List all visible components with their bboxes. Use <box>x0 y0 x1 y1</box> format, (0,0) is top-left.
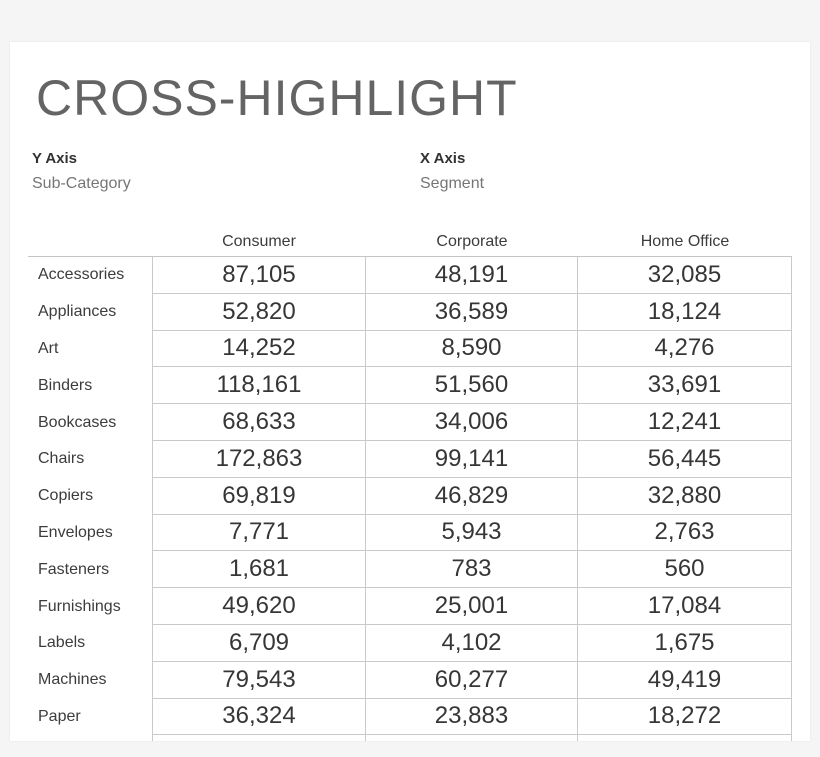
table-row <box>28 478 792 515</box>
value-cell[interactable]: 49,419 <box>578 662 792 699</box>
y-axis-control <box>32 150 131 193</box>
value-cell[interactable]: 783 <box>366 551 578 588</box>
value-cell[interactable]: 17,084 <box>578 588 792 625</box>
value-cell[interactable]: 7,771 <box>152 515 366 552</box>
value-cell[interactable]: 12,241 <box>578 404 792 441</box>
row-label[interactable]: Fasteners <box>38 560 110 578</box>
value-cell[interactable]: 6,709 <box>152 625 366 662</box>
row-label[interactable]: Accessories <box>38 266 125 284</box>
value-cell[interactable]: 1,675 <box>578 625 792 662</box>
table-row <box>28 551 792 588</box>
table-row <box>28 257 792 294</box>
value-cell <box>578 735 792 741</box>
row-label[interactable]: Copiers <box>38 487 94 505</box>
value-cell[interactable]: 23,883 <box>366 699 578 736</box>
value-cell[interactable]: 18,124 <box>578 294 792 331</box>
value-cell[interactable]: 36,324 <box>152 699 366 736</box>
table-row-partial <box>28 735 792 741</box>
x-axis-field-value[interactable]: Segment <box>420 175 485 192</box>
column-header[interactable]: Consumer <box>222 233 296 250</box>
table-row <box>28 625 792 662</box>
value-cell[interactable]: 8,590 <box>366 331 578 368</box>
column-header[interactable]: Corporate <box>436 233 508 250</box>
value-cell[interactable]: 99,141 <box>366 441 578 478</box>
row-label[interactable]: Chairs <box>38 450 85 468</box>
table-row <box>28 515 792 552</box>
value-cell[interactable]: 5,943 <box>366 515 578 552</box>
table-row <box>28 662 792 699</box>
value-cell[interactable]: 4,102 <box>366 625 578 662</box>
table-row <box>28 294 792 331</box>
value-cell[interactable]: 48,191 <box>366 257 578 294</box>
value-cell[interactable]: 51,560 <box>366 367 578 404</box>
value-cell[interactable]: 33,691 <box>578 367 792 404</box>
y-axis-label: Y Axis <box>32 150 78 167</box>
value-cell[interactable]: 560 <box>578 551 792 588</box>
value-cell[interactable]: 18,272 <box>578 699 792 736</box>
value-cell[interactable]: 32,880 <box>578 478 792 515</box>
value-cell[interactable]: 2,763 <box>578 515 792 552</box>
value-cell[interactable]: 87,105 <box>152 257 366 294</box>
row-label[interactable]: Binders <box>38 376 93 394</box>
value-cell[interactable]: 25,001 <box>366 588 578 625</box>
row-label[interactable]: Bookcases <box>38 413 117 431</box>
value-cell[interactable]: 172,863 <box>152 441 366 478</box>
value-cell[interactable]: 79,543 <box>152 662 366 699</box>
value-cell[interactable]: 49,620 <box>152 588 366 625</box>
table-row <box>28 699 792 736</box>
value-cell[interactable]: 69,819 <box>152 478 366 515</box>
table-row <box>28 331 792 368</box>
y-axis-field-value[interactable]: Sub-Category <box>32 175 131 192</box>
value-cell <box>366 735 578 741</box>
viz-card <box>10 42 810 741</box>
table-row <box>28 404 792 441</box>
row-label[interactable]: Art <box>38 339 59 357</box>
crosstab-table <box>28 256 792 741</box>
value-cell[interactable]: 68,633 <box>152 404 366 441</box>
x-axis-label: X Axis <box>420 150 466 167</box>
value-cell[interactable]: 118,161 <box>152 367 366 404</box>
value-cell[interactable]: 1,681 <box>152 551 366 588</box>
value-cell[interactable]: 60,277 <box>366 662 578 699</box>
table-row <box>28 588 792 625</box>
column-header[interactable]: Home Office <box>640 233 730 250</box>
value-cell[interactable]: 14,252 <box>152 331 366 368</box>
row-label[interactable]: Labels <box>38 634 86 652</box>
table-row <box>28 441 792 478</box>
row-label[interactable]: Envelopes <box>38 523 113 541</box>
row-label[interactable]: Appliances <box>38 303 117 321</box>
column-headers <box>28 228 792 256</box>
row-label[interactable]: Machines <box>38 671 107 689</box>
value-cell[interactable]: 56,445 <box>578 441 792 478</box>
value-cell[interactable]: 52,820 <box>152 294 366 331</box>
value-cell[interactable]: 46,829 <box>366 478 578 515</box>
table-row <box>28 367 792 404</box>
page-title: CROSS-HIGHLIGHT <box>36 70 518 126</box>
value-cell <box>152 735 366 741</box>
value-cell[interactable]: 36,589 <box>366 294 578 331</box>
value-cell[interactable]: 4,276 <box>578 331 792 368</box>
value-cell[interactable]: 34,006 <box>366 404 578 441</box>
x-axis-control <box>420 150 484 193</box>
row-label[interactable]: Furnishings <box>38 597 121 615</box>
row-label[interactable]: Paper <box>38 707 81 725</box>
value-cell[interactable]: 32,085 <box>578 257 792 294</box>
